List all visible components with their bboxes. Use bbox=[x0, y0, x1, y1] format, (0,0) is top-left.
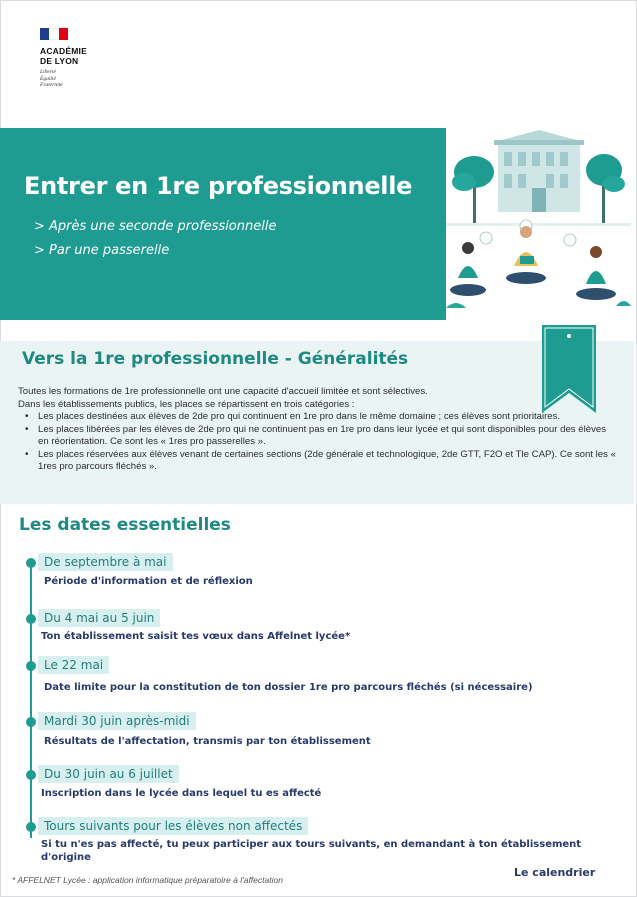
date-label: Mardi 30 juin après-midi bbox=[38, 712, 196, 730]
date-description: Inscription dans le lycée dans lequel tu es affecté bbox=[41, 788, 322, 799]
timeline-dot bbox=[26, 822, 36, 832]
date-label: Du 4 mai au 5 juin bbox=[38, 609, 160, 627]
date-description: Ton établissement saisit tes vœux dans Affelnet lycée* bbox=[41, 631, 351, 642]
date-label: Tours suivants pour les élèves non affectés bbox=[38, 817, 308, 835]
generalites-intro-1: Toutes les formations de 1re professionnelle ont une capacité d'accueil limitée et sont sélectives. bbox=[18, 386, 428, 397]
academie-logo bbox=[30, 28, 110, 106]
date-label: Du 30 juin au 6 juillet bbox=[38, 765, 179, 783]
generalites-text bbox=[18, 386, 618, 474]
hero-subtitle-2: > Par une passerelle bbox=[34, 243, 170, 258]
generalites-list bbox=[38, 411, 618, 474]
timeline-dot bbox=[26, 770, 36, 780]
footnote: * AFFELNET Lycée : application informatique préparatoire à l'affectation bbox=[12, 875, 283, 885]
logo-motto: Liberté Égalité Fraternité bbox=[40, 69, 63, 88]
logo-name: ACADÉMIE DE LYON bbox=[40, 46, 87, 66]
page-title: Entrer en 1re professionnelle bbox=[24, 172, 413, 200]
dates-title: Les dates essentielles bbox=[19, 515, 231, 535]
hero-subtitle-1: > Après une seconde professionnelle bbox=[34, 219, 277, 234]
timeline-dot bbox=[26, 614, 36, 624]
date-description: Date limite pour la constitution de ton dossier 1re pro parcours fléchés (si nécessaire) bbox=[44, 682, 533, 693]
list-item: • Les places réservées aux élèves venant de certaines sections (2de générale et technologique, 2de GTT, F2O et Tle CAP). Ce sont les « 1res pro parcours fléchés ». bbox=[38, 449, 618, 474]
timeline-dot bbox=[26, 558, 36, 568]
date-label: Le 22 mai bbox=[38, 656, 109, 674]
french-flag-icon bbox=[40, 28, 68, 40]
date-description: Si tu n'es pas affecté, tu peux participer aux tours suivants, en demandant à ton établissement d'origine bbox=[41, 839, 582, 863]
timeline-dot bbox=[26, 661, 36, 671]
generalites-intro-2: Dans les établissements publics, les places se répartissent en trois catégories : bbox=[18, 398, 355, 410]
list-item: • Les places libérées par les élèves de 2de pro qui ne continuent pas en 1re pro dans leur lycée et qui sont disponibles pour des élèves en réorientation. Ce sont les « 1res pro passerelles ». bbox=[38, 424, 618, 449]
date-description: Période d'information et de réflexion bbox=[44, 576, 253, 587]
timeline-dot bbox=[26, 717, 36, 727]
timeline-line bbox=[30, 560, 32, 838]
hero-banner bbox=[0, 128, 446, 320]
date-label: De septembre à mai bbox=[38, 553, 173, 571]
school-students-illustration bbox=[446, 128, 631, 318]
list-item: • Les places destinées aux élèves de 2de pro qui continuent en 1re pro dans le même domaine ; ces élèves sont prioritaires. bbox=[38, 411, 618, 424]
calendar-link[interactable]: Le calendrier bbox=[514, 866, 596, 879]
date-description: Résultats de l'affectation, transmis par ton établissement bbox=[44, 736, 371, 747]
generalites-title: Vers la 1re professionnelle - Généralités bbox=[22, 349, 409, 369]
